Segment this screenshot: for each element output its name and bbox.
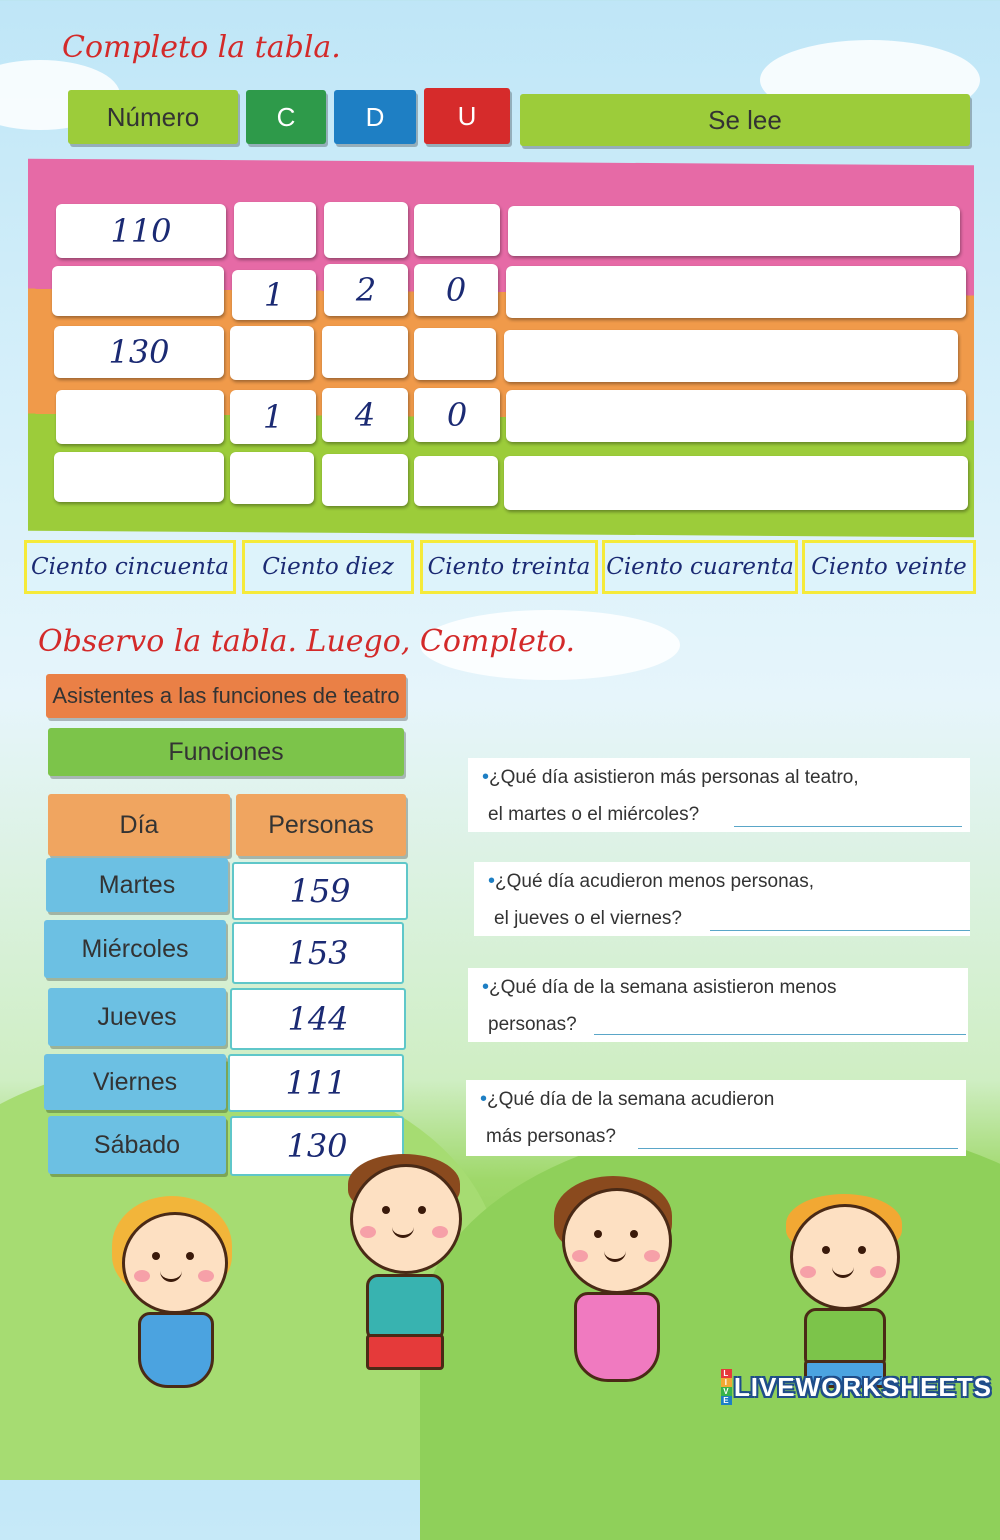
day-label-miercoles: Miércoles	[44, 920, 226, 978]
question-card	[466, 1080, 966, 1156]
section1-title: Completo la tabla.	[62, 30, 341, 65]
table-cell-se-lee[interactable]	[506, 266, 966, 318]
child-illustration-boy-green	[770, 1190, 920, 1390]
question-text: ¿Qué día de la semana asistieron menos	[489, 977, 837, 998]
question-text: ¿Qué día acudieron menos personas,	[495, 871, 814, 892]
question-text: el jueves o el viernes?	[494, 908, 682, 929]
table-cell-numero[interactable]: 130	[54, 326, 224, 378]
question-text: más personas?	[486, 1126, 616, 1147]
answer-input[interactable]	[710, 906, 970, 931]
day-label-sabado: Sábado	[48, 1116, 226, 1174]
table-cell-u[interactable]	[414, 204, 500, 256]
theater-table-subtitle: Funciones	[48, 728, 404, 776]
column-header-personas: Personas	[236, 794, 406, 856]
table-cell-numero[interactable]	[52, 266, 224, 316]
question-text: personas?	[488, 1014, 577, 1035]
option-ciento-veinte[interactable]: Ciento veinte	[802, 540, 976, 594]
people-count-martes: 159	[232, 862, 408, 920]
question-card	[474, 862, 970, 936]
table-cell-numero[interactable]	[56, 390, 224, 444]
bullet-icon: •	[482, 976, 490, 998]
table-cell-se-lee[interactable]	[506, 390, 966, 442]
header-decenas: D	[334, 90, 416, 144]
question-text: el martes o el miércoles?	[488, 804, 700, 825]
child-illustration-boy-teal	[330, 1150, 480, 1380]
table-cell-se-lee[interactable]	[508, 206, 960, 256]
people-count-jueves: 144	[230, 988, 406, 1050]
people-count-miercoles: 153	[232, 922, 404, 984]
header-centenas: C	[246, 90, 326, 144]
bullet-icon: •	[480, 1088, 488, 1110]
table-cell-d[interactable]: 2	[324, 264, 408, 316]
table-cell-d[interactable]	[324, 202, 408, 258]
table-cell-u[interactable]	[414, 456, 498, 506]
question-text: ¿Qué día de la semana acudieron	[487, 1089, 775, 1110]
question-card	[468, 968, 968, 1042]
live-badge-icon: L I V E	[721, 1369, 732, 1405]
answer-input[interactable]	[638, 1124, 958, 1149]
liveworksheets-logo	[721, 1369, 992, 1405]
table-cell-c[interactable]	[230, 452, 314, 504]
child-illustration-girl-blue	[90, 1190, 260, 1400]
section2-title: Observo la tabla. Luego, Completo.	[38, 624, 576, 659]
table-cell-u[interactable]	[414, 328, 496, 380]
theater-table-title: Asistentes a las funciones de teatro	[46, 674, 406, 718]
table-cell-c[interactable]	[230, 326, 314, 380]
bullet-icon: •	[488, 870, 496, 892]
day-label-jueves: Jueves	[48, 988, 226, 1046]
logo-text: LIVEWORKSHEETS	[733, 1371, 992, 1402]
table-cell-d[interactable]	[322, 454, 408, 506]
table-cell-se-lee[interactable]	[504, 330, 958, 382]
people-count-sabado: 130	[230, 1116, 404, 1176]
answer-input[interactable]	[734, 802, 962, 827]
people-count-viernes: 111	[228, 1054, 404, 1112]
table-cell-u[interactable]: 0	[414, 388, 500, 442]
option-ciento-cincuenta[interactable]: Ciento cincuenta	[24, 540, 236, 594]
table-cell-c[interactable]	[234, 202, 316, 258]
table-cell-c[interactable]: 1	[230, 390, 316, 444]
table-cell-d[interactable]: 4	[322, 388, 408, 442]
header-numero: Número	[68, 90, 238, 144]
header-unidades: U	[424, 88, 510, 144]
table-cell-se-lee[interactable]	[504, 456, 968, 510]
option-ciento-treinta[interactable]: Ciento treinta	[420, 540, 598, 594]
answer-input[interactable]	[594, 1010, 966, 1035]
option-ciento-diez[interactable]: Ciento diez	[242, 540, 414, 594]
table-cell-numero[interactable]: 110	[56, 204, 226, 258]
day-label-viernes: Viernes	[44, 1054, 226, 1110]
question-text: ¿Qué día asistieron más personas al teatro,	[489, 767, 859, 788]
table-cell-d[interactable]	[322, 326, 408, 378]
header-se-lee: Se lee	[520, 94, 970, 146]
table-cell-u[interactable]: 0	[414, 264, 498, 316]
question-card	[468, 758, 970, 832]
column-header-dia: Día	[48, 794, 230, 856]
option-ciento-cuarenta[interactable]: Ciento cuarenta	[602, 540, 798, 594]
child-illustration-girl-pink	[540, 1170, 690, 1390]
table-cell-numero[interactable]	[54, 452, 224, 502]
table-cell-c[interactable]: 1	[232, 270, 316, 320]
bullet-icon: •	[482, 766, 490, 788]
day-label-martes: Martes	[46, 858, 228, 912]
